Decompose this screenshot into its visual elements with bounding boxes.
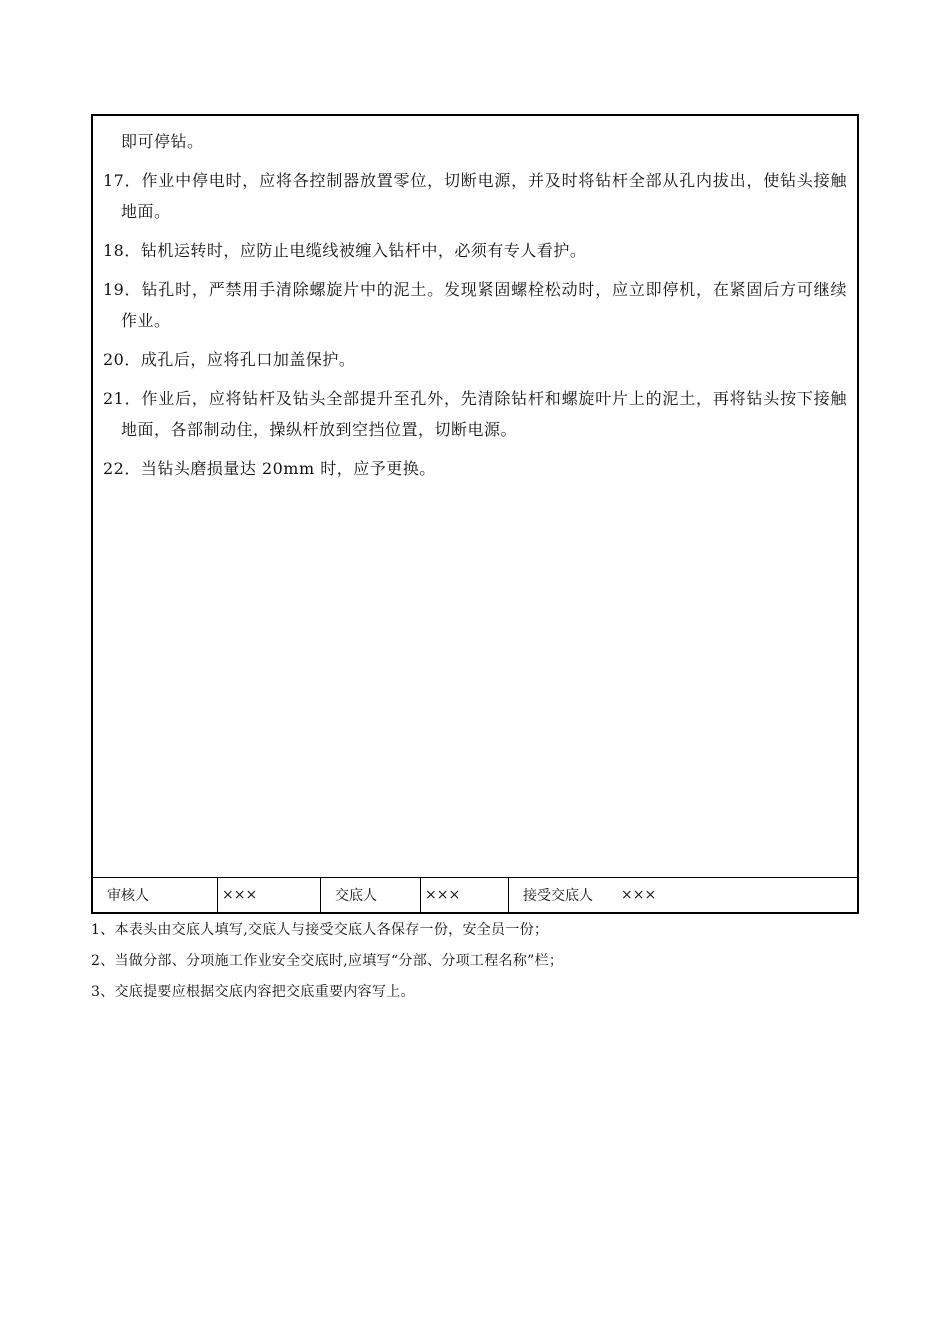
reviewer-label: 审核人 [93, 878, 218, 912]
form-notes [91, 915, 871, 1008]
paragraph-item-22: 22．当钻头磨损量达 20mm 时，应予更换。 [103, 459, 436, 478]
disclosure-content [93, 116, 857, 880]
paragraph-item-21: 21．作业后，应将钻杆及钻头全部提升至孔外，先清除钻杆和螺旋叶片上的泥土，再将钻头按下接触地面，各部制动住，操纵杆放到空挡位置，切断电源。 [103, 389, 847, 439]
receiver-value: ××× [621, 887, 657, 903]
note-2: 2、当做分部、分项施工作业安全交底时,应填写“分部、分项工程名称”栏； [91, 953, 564, 969]
signature-row [93, 877, 857, 912]
note-1: 1、本表头由交底人填写,交底人与接受交底人各保存一份，安全员一份； [91, 922, 549, 938]
reviewer-value: ××× [218, 878, 321, 912]
discloser-value: ××× [421, 878, 509, 912]
paragraph-item-20: 20．成孔后，应将孔口加盖保护。 [103, 350, 356, 369]
paragraph-item-18: 18．钻机运转时，应防止电缆线被缠入钻杆中，必须有专人看护。 [103, 241, 587, 260]
receiver-label: 接受交底人 [523, 888, 593, 904]
receiver-cell [509, 878, 857, 912]
paragraph-continuation: 即可停钻。 [121, 132, 204, 151]
disclosure-form-table [91, 114, 859, 914]
paragraph-item-19: 19．钻孔时，严禁用手清除螺旋片中的泥土。发现紧固螺栓松动时，应立即停机，在紧固后方可继续作业。 [103, 280, 847, 330]
paragraph-item-17: 17．作业中停电时，应将各控制器放置零位，切断电源，并及时将钻杆全部从孔内拔出，使钻头接触地面。 [103, 171, 847, 221]
note-3: 3、交底提要应根据交底内容把交底重要内容写上。 [91, 984, 415, 1000]
discloser-label: 交底人 [321, 878, 421, 912]
